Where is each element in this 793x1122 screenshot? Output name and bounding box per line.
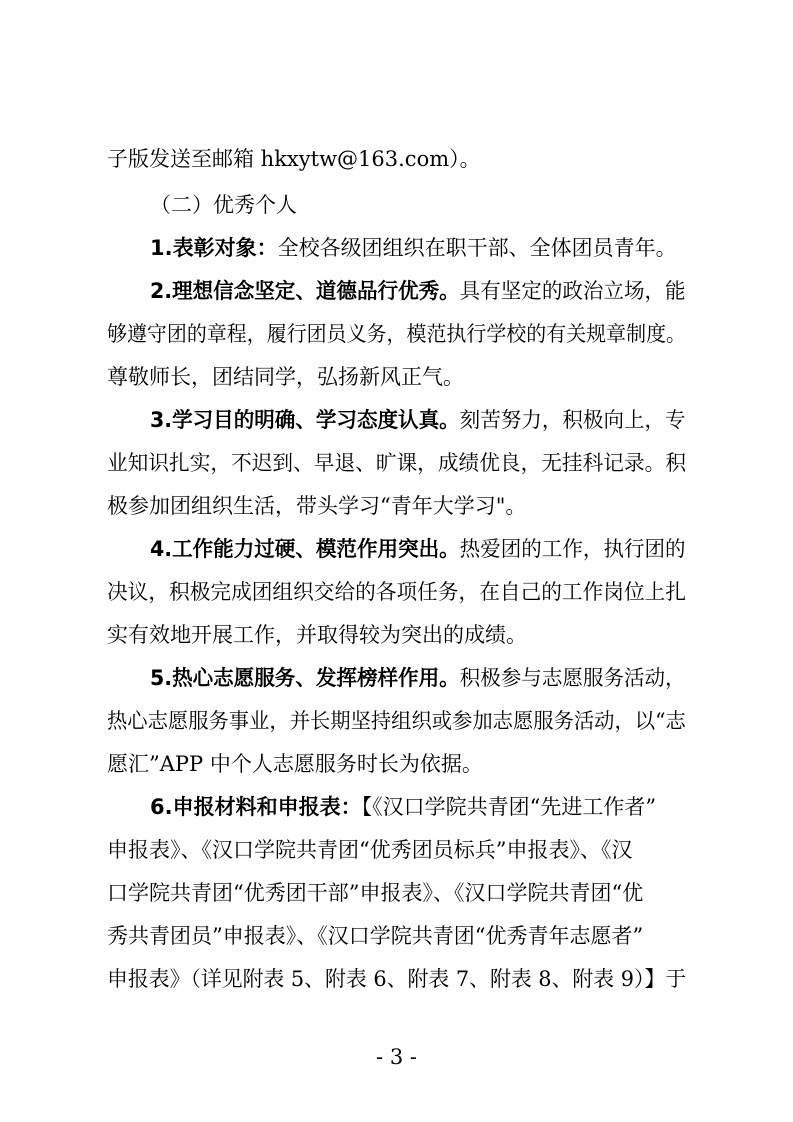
item-4: 4.工作能力过硬、模范作用突出。热爱团的工作，执行团的	[150, 537, 686, 561]
text-line: 极参加团组织生活，带头学习“青年大学习"。	[107, 494, 527, 518]
text-line: 业知识扎实，不迟到、早退、旷课，成绩优良，无挂科记录。积	[107, 451, 686, 475]
text-line: 够遵守团的章程，履行团员义务，模范执行学校的有关规章制度。	[107, 322, 686, 346]
page-number: - 3 -	[376, 1045, 417, 1069]
text-line: 子版发送至邮箱 hkxytw@163.com）。	[107, 147, 481, 171]
item-2: 2.理想信念坚定、道德品行优秀。具有坚定的政治立场，能	[150, 279, 686, 303]
item-5: 5.热心志愿服务、发挥榜样作用。积极参与志愿服务活动，	[150, 666, 686, 690]
text-line: 热心志愿服务事业，并长期坚持组织或参加志愿服务活动，以“志	[107, 709, 686, 733]
section-heading: （二）优秀个人	[150, 193, 297, 217]
text-line: 实有效地开展工作，并取得较为突出的成绩。	[107, 623, 527, 647]
item-1: 1.表彰对象：全校各级团组织在职干部、全体团员青年。	[150, 236, 677, 260]
item-6: 6.申报材料和申报表：【《汉口学院共青团“先进工作者”	[150, 795, 657, 819]
text-line: 申报表》（详见附表 5、附表 6、附表 7、附表 8、附表 9）】于	[107, 967, 687, 991]
text-line: 尊敬师长，团结同学，弘扬新风正气。	[107, 365, 464, 389]
text-line: 口学院共青团“优秀团干部”申报表》、《汉口学院共青团“优	[107, 881, 644, 905]
text-line: 决议，积极完成团组织交给的各项任务，在自己的工作岗位上扎	[107, 580, 686, 604]
item-3: 3.学习目的明确、学习态度认真。刻苦努力，积极向上，专	[150, 408, 686, 432]
text-line: 愿汇”APP 中个人志愿服务时长为依据。	[107, 752, 483, 776]
text-line: 秀共青团员”申报表》、《汉口学院共青团“优秀青年志愿者”	[107, 924, 644, 948]
text-line: 申报表》、《汉口学院共青团“优秀团员标兵”申报表》、《汉	[107, 838, 633, 862]
